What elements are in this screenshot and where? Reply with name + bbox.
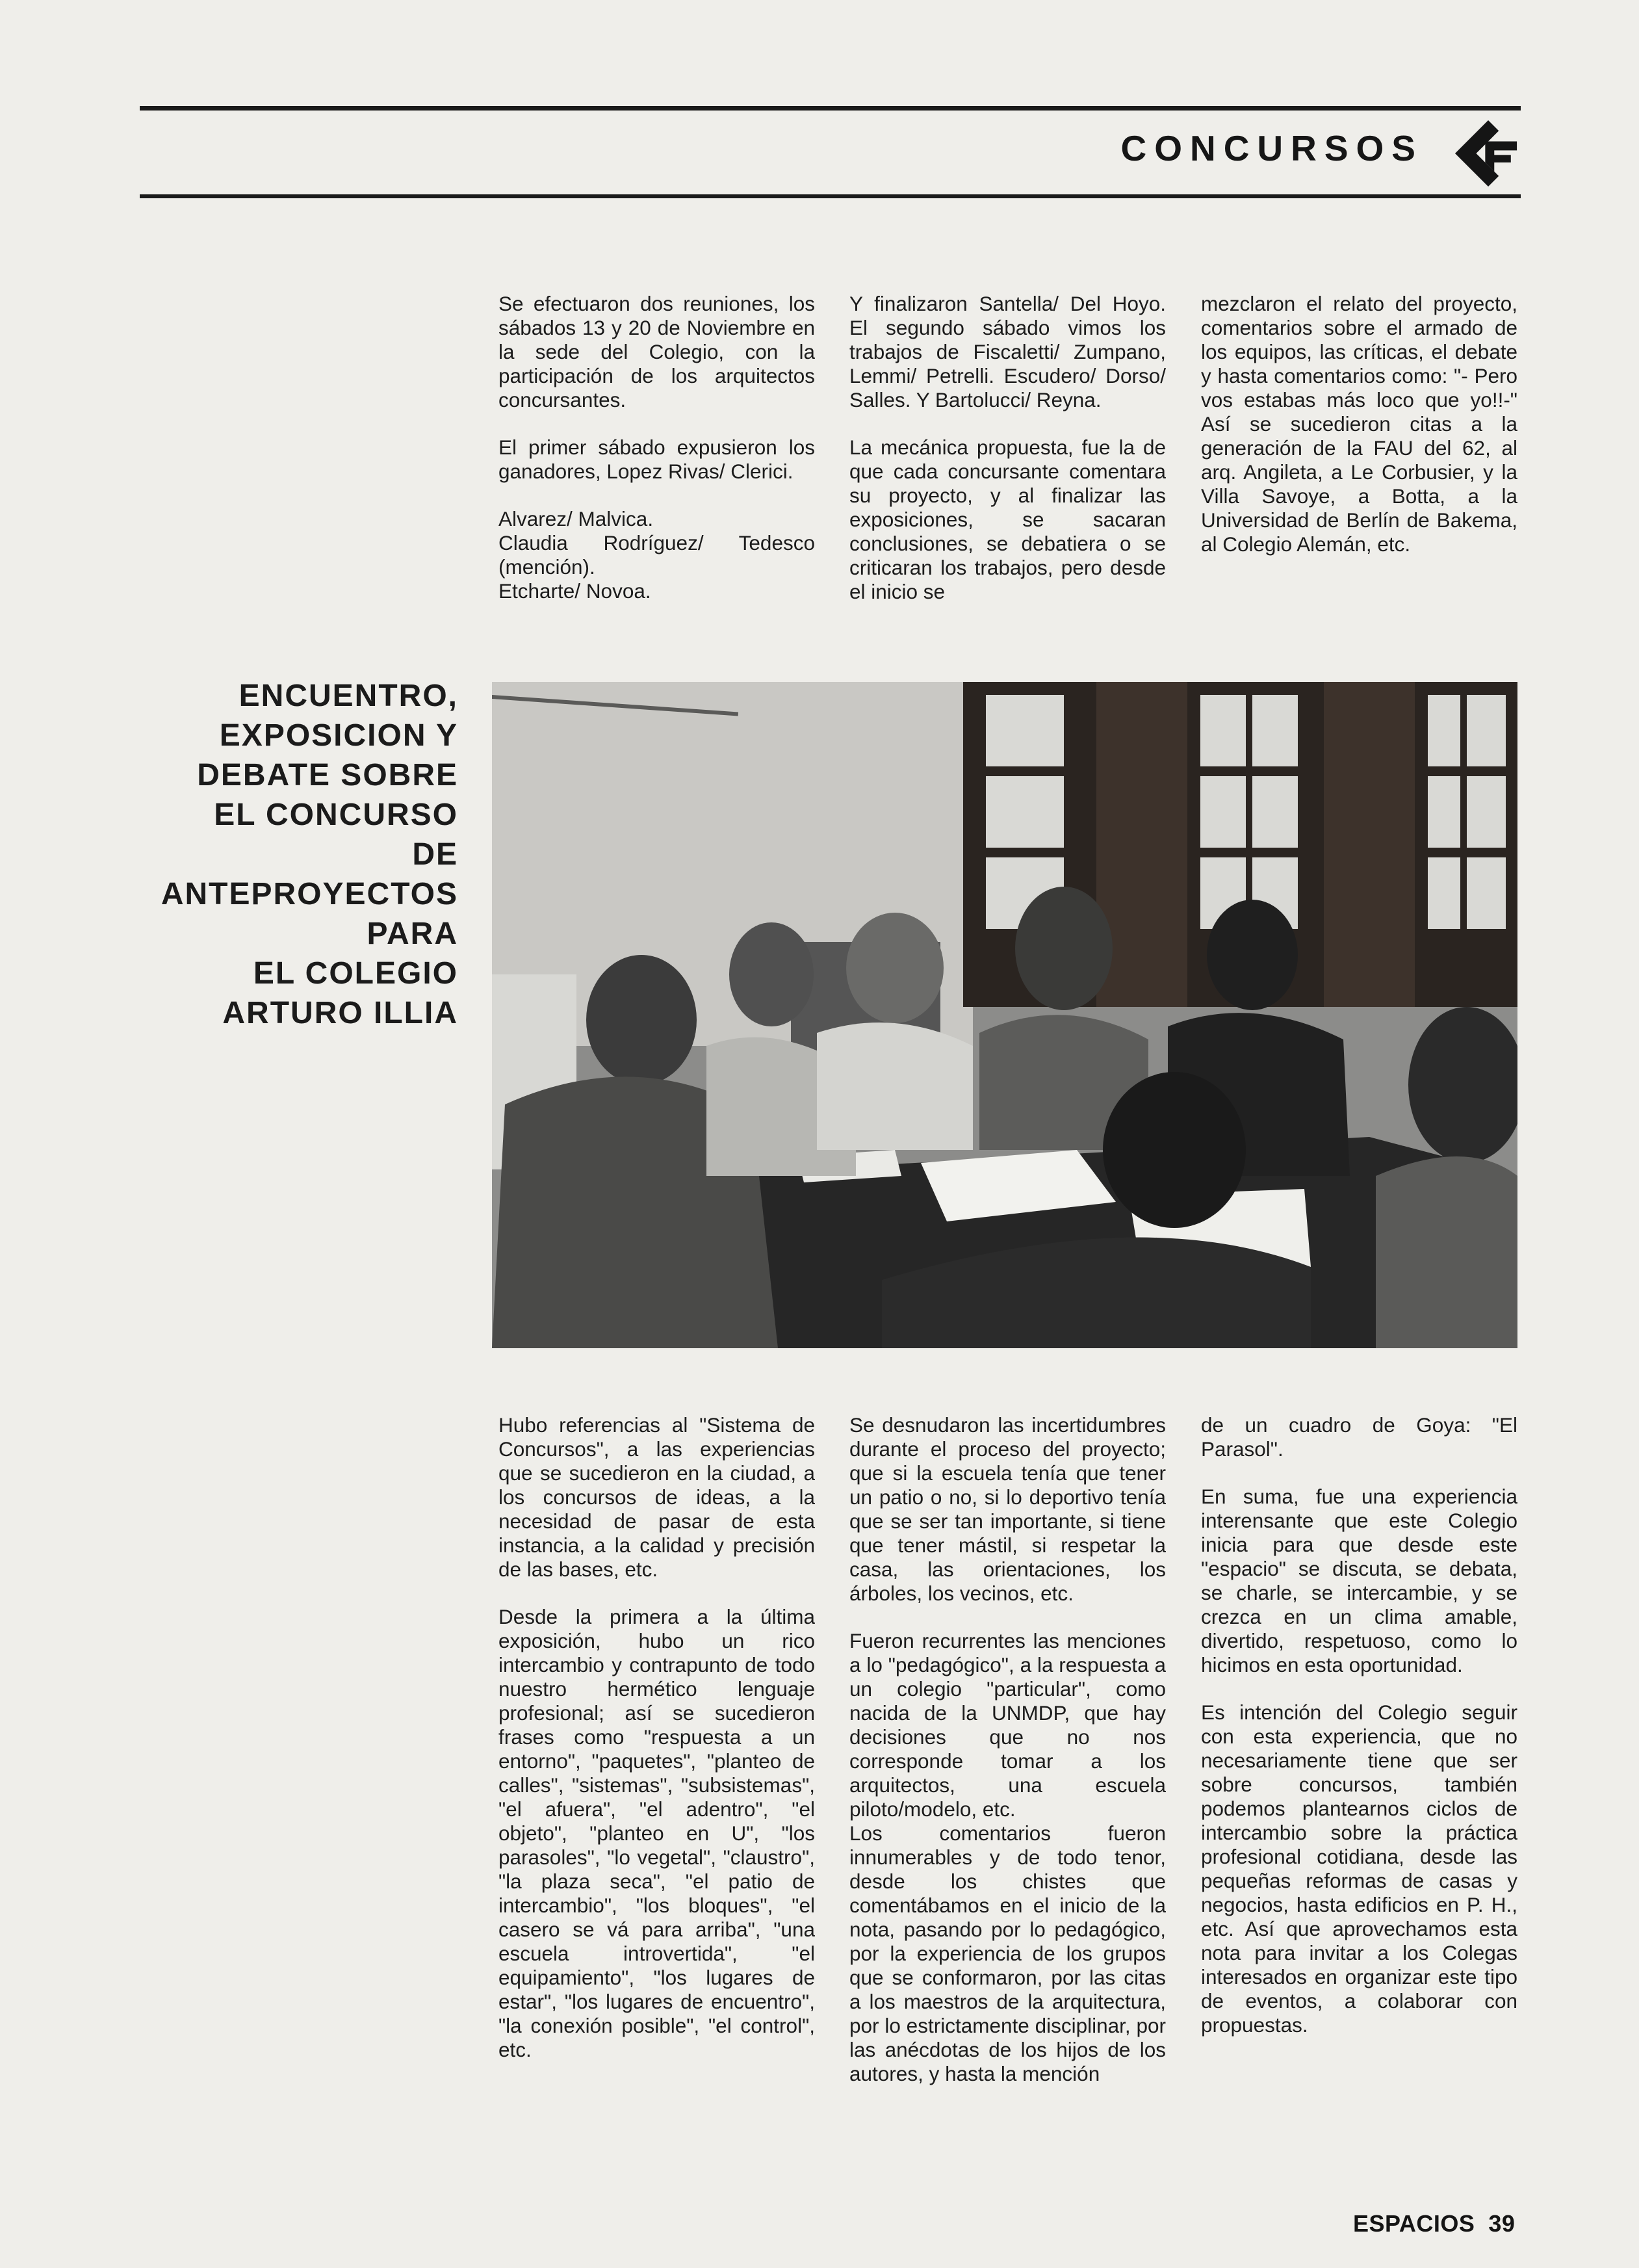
arrow-logo-icon [1451,116,1526,191]
headline-line: ANTEPROYECTOS [161,877,458,911]
paragraph: Claudia Rodríguez/ Tedesco (mención). [498,531,815,579]
intro-column-2 [849,292,1166,604]
paragraph: Se efectuaron dos reuniones, los sábados 13 y 20 de Noviembre en la sede del Colegio, con la participación de los arquitectos concursantes. [498,292,815,411]
body-column-1 [498,1413,815,2062]
meeting-photo [492,682,1517,1348]
paragraph: Es intención del Colegio seguir con esta experiencia, que no necesariamente tiene que ser sobre concursos, también podemos plantearnos ciclos de intercambio sobre la práctica profesional cotidiana, desde las pequeñas reformas de casas y negocios, hasta edificios en P. H., etc. Así que aprovechamos esta nota para invitar a los Colegas interesados en organizar este tipo de eventos, a colaborar con propuestas. [1201,1701,1517,2037]
headline-line: EXPOSICION Y [219,718,458,753]
header-rule-bottom [140,194,1521,198]
headline-line: ENCUENTRO, [239,679,458,713]
paragraph: La mecánica propuesta, fue la de que cada concursante comentara su proyecto, y al finalizar las exposiciones, se sacaran conclusiones, se debatiera o se criticaran los trabajos, pero desde el inicio se [849,436,1166,603]
paragraph: Se desnudaron las incertidumbres durante el proceso del proyecto; que si la escuela tenía que tener un patio o no, si lo deportivo tenía que se ser tan importante, si tiene que tener mástil, si respetar la casa, las orientaciones, los árboles, los vecinos, etc. [849,1413,1166,1605]
header-rule-top [140,106,1521,111]
page-footer: ESPACIOS 39 [1353,2210,1516,2237]
paragraph: Desde la primera a la última exposición, hubo un rico intercambio y contrapunto de todo nuestro hermético lenguaje profesional; así se sucedieron frases como "respuesta a un entorno", "paquetes", "planteo de calles", "sistemas", "subsistemas", "el afuera", "el adentro", "el objeto", "planteo en U", "los parasoles", "lo vegetal", "claustro", "la plaza seca", "el patio de intercambio", "los bloques", "el casero se vá para arriba", "una escuela introvertida", "el equipamiento", "los lugares de estar", "los lugares de encuentro", "la conexión posible", "el control", etc. [498,1605,815,2061]
paragraph: En suma, fue una experiencia interensante que este Colegio inicia para que desde este "espacio" se discuta, se debata, se charle, se intercambie, y se crezca en un clima amable, divertido, respetuoso, como lo hicimos en esta oportunidad. [1201,1485,1517,1676]
paragraph: mezclaron el relato del proyecto, comentarios sobre el armado de los equipos, las críticas, el debate y hasta comentarios como: "- Pero vos estabas más loco que yo!!-" Así se sucedieron citas a la generación de la FAU del 62, al arq. Angileta, a Le Corbusier, y la Villa Savoye, a Botta, a la Universidad de Berlín de Bakema, al Colegio Alemán, etc. [1201,292,1517,556]
headline-line: DE [412,837,458,872]
paragraph: Fueron recurrentes las menciones a lo "pedagógico", a la respuesta a un colegio "particular", como nacida de la UNMDP, que hay decisiones que no nos corresponde tomar a los arquitectos, una escuela piloto/modelo, etc. [849,1629,1166,1821]
paragraph: Y finalizaron Santella/ Del Hoyo. El segundo sábado vimos los trabajos de Fiscaletti/ Zumpano, Lemmi/ Petrelli. Escudero/ Dorso/ Salles. Y Bartolucci/ Reyna. [849,292,1166,411]
headline-line: EL COLEGIO [253,956,458,991]
paragraph: de un cuadro de Goya: "El Parasol". [1201,1413,1517,1461]
intro-column-3 [1201,292,1517,556]
section-title: CONCURSOS [1120,128,1423,168]
paragraph: Los comentarios fueron innumerables y de todo tenor, desde los chistes que comentábamos en el inicio de la nota, pasando por lo pedagógico, por la experiencia de los grupos que se conformaron, por las citas a los maestros de la arquitectura, por lo estrictamente disciplinar, por las anécdotas de los hijos de los autores, y hasta la mención [849,1821,1166,2085]
body-column-3 [1201,1413,1517,2037]
headline-line: PARA [367,917,458,951]
headline-line: DEBATE SOBRE [197,758,458,792]
intro-column-1 [498,292,815,603]
body-column-2 [849,1413,1166,2086]
paragraph: El primer sábado expusieron los ganadores, Lopez Rivas/ Clerici. [498,436,815,483]
headline-line: ARTURO ILLIA [222,996,458,1030]
paragraph: Hubo referencias al "Sistema de Concursos", a las experiencias que se sucedieron en la ciudad, a los concursos de ideas, a la necesidad de pasar de esta instancia, a la calidad y precisión de las bases, etc. [498,1413,815,1581]
paragraph: Etcharte/ Novoa. [498,579,651,603]
paragraph: Alvarez/ Malvica. [498,507,654,530]
article-headline [97,676,458,1033]
headline-line: EL CONCURSO [214,798,458,832]
